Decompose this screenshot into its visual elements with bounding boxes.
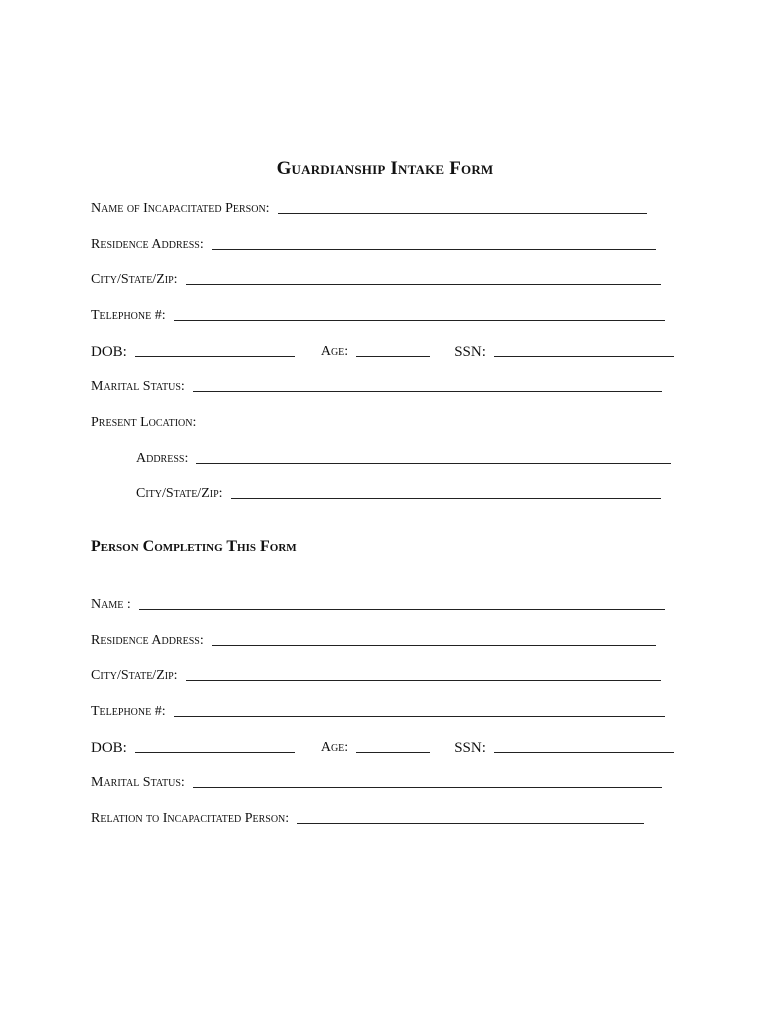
present-city-field[interactable]	[231, 484, 661, 499]
completer-telephone-row	[91, 700, 665, 720]
present-address-field[interactable]	[196, 449, 671, 464]
incapacitated-dob-row	[91, 340, 674, 360]
completer-name-row	[91, 593, 665, 613]
incapacitated-residence-field[interactable]	[212, 235, 656, 250]
incapacitated-telephone-row	[91, 304, 665, 324]
incapacitated-ssn-label: SSN:	[454, 344, 486, 360]
incapacitated-age-label: Age:	[320, 344, 349, 359]
present-location-row	[91, 411, 204, 431]
completer-marital-row	[91, 771, 662, 791]
incapacitated-marital-row	[91, 375, 662, 395]
incapacitated-name-label: Name of Incapacitated Person:	[91, 201, 270, 216]
completer-residence-label: Residence Address:	[91, 633, 204, 648]
completer-ssn-label: SSN:	[454, 740, 486, 756]
present-city-row	[136, 482, 661, 502]
form-title: Guardianship Intake Form	[276, 158, 494, 179]
completer-relation-field[interactable]	[297, 809, 644, 824]
completer-telephone-label: Telephone #:	[91, 704, 166, 719]
completer-dob-field[interactable]	[135, 738, 295, 753]
incapacitated-telephone-field[interactable]	[174, 306, 665, 321]
incapacitated-dob-label: DOB:	[91, 344, 127, 360]
completer-city-row	[91, 664, 661, 684]
completer-marital-field[interactable]	[193, 773, 662, 788]
incapacitated-name-field[interactable]	[278, 199, 647, 214]
completer-age-label: Age:	[320, 740, 349, 755]
incapacitated-city-row	[91, 268, 661, 288]
completer-marital-label: Marital Status:	[91, 775, 185, 790]
present-address-row	[136, 447, 671, 467]
completer-residence-field[interactable]	[212, 631, 656, 646]
completer-name-label: Name :	[91, 597, 131, 612]
incapacitated-telephone-label: Telephone #:	[91, 308, 166, 323]
incapacitated-residence-row	[91, 233, 656, 253]
incapacitated-city-field[interactable]	[186, 270, 661, 285]
incapacitated-residence-label: Residence Address:	[91, 237, 204, 252]
completer-city-label: City/State/Zip:	[91, 668, 178, 683]
incapacitated-name-row	[91, 197, 647, 217]
completer-age-field[interactable]	[356, 738, 430, 753]
incapacitated-marital-label: Marital Status:	[91, 379, 185, 394]
completer-residence-row	[91, 629, 656, 649]
incapacitated-dob-field[interactable]	[135, 342, 295, 357]
completer-city-field[interactable]	[186, 666, 661, 681]
completer-relation-row	[91, 807, 644, 827]
completer-dob-label: DOB:	[91, 740, 127, 756]
completer-dob-row	[91, 736, 674, 756]
completer-ssn-field[interactable]	[494, 738, 674, 753]
incapacitated-marital-field[interactable]	[193, 377, 662, 392]
completer-telephone-field[interactable]	[174, 702, 665, 717]
completer-relation-label: Relation to Incapacitated Person:	[91, 811, 290, 826]
present-location-label: Present Location:	[91, 415, 197, 430]
present-address-label: Address:	[136, 451, 189, 466]
present-city-label: City/State/Zip:	[136, 486, 223, 501]
completer-section-title: Person Completing This Form	[91, 538, 297, 555]
incapacitated-city-label: City/State/Zip:	[91, 272, 178, 287]
incapacitated-ssn-field[interactable]	[494, 342, 674, 357]
incapacitated-age-field[interactable]	[356, 342, 430, 357]
completer-name-field[interactable]	[139, 595, 665, 610]
